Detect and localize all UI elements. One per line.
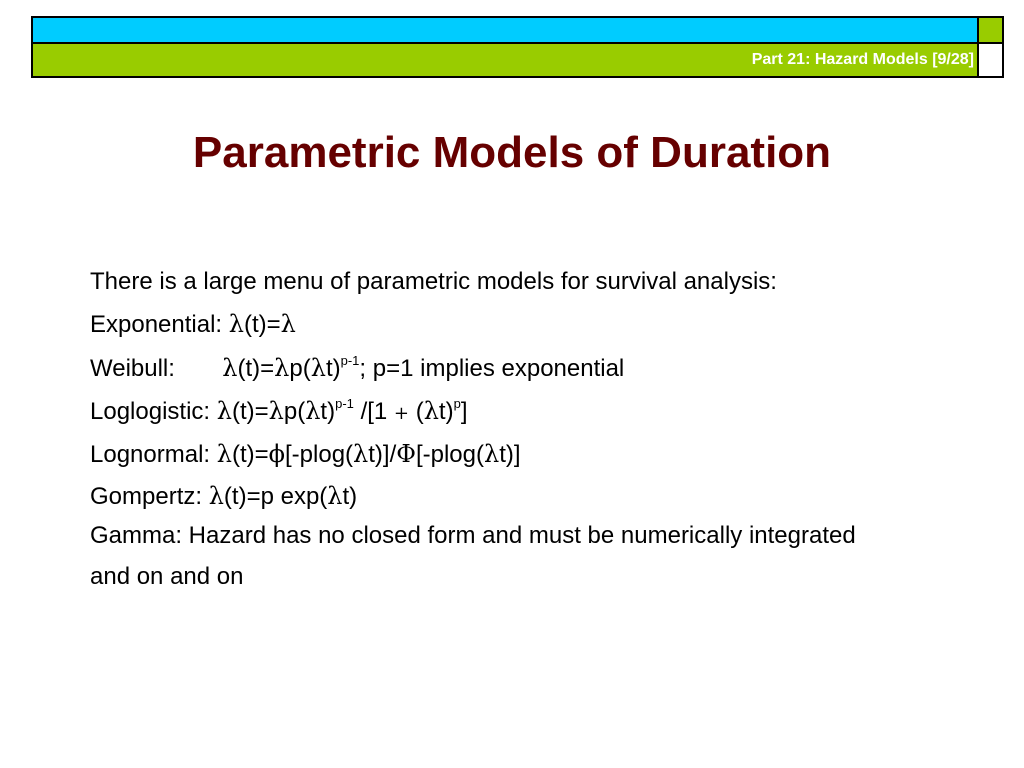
loglogistic-formula-part: t) (320, 398, 336, 425)
exponential-name: Exponential: (90, 311, 223, 338)
loglogistic-formula-part: /[1 (360, 398, 388, 425)
plus-sign: + (393, 403, 410, 424)
gamma-line: Gamma: Hazard has no closed form and must be numerically integrated (90, 522, 856, 549)
gompertz-line (90, 482, 357, 511)
lambda-symbol: λ (274, 354, 290, 382)
loglogistic-exponent: p-1 (335, 396, 354, 411)
header-label: Part 21: Hazard Models [9/28] (751, 51, 974, 68)
lambda-symbol: λ (222, 354, 238, 382)
lognormal-formula-part: [-plog( (415, 441, 484, 468)
loglogistic-name: Loglogistic: (90, 398, 211, 425)
lognormal-formula-part: (t)= (231, 441, 269, 468)
slide-title: Parametric Models of Duration (192, 128, 832, 177)
lognormal-name: Lognormal: (90, 441, 211, 468)
header-corner-square-top (977, 16, 1004, 44)
phi-symbol: ϕ (268, 440, 285, 468)
lambda-symbol: λ (208, 482, 224, 510)
gompertz-formula-part: t) (342, 483, 358, 510)
header-corner-square-bottom (977, 42, 1004, 78)
weibull-formula-part: (t)= (237, 355, 275, 382)
lambda-symbol: λ (228, 310, 244, 338)
gompertz-name: Gompertz: (90, 483, 203, 510)
lambda-symbol: λ (423, 397, 439, 425)
capital-phi-symbol: Φ (396, 440, 416, 468)
lambda-symbol: λ (327, 482, 343, 510)
loglogistic-line (90, 397, 467, 426)
lognormal-formula-part: [-plog( (285, 441, 354, 468)
lambda-symbol: λ (310, 354, 326, 382)
lambda-symbol: λ (483, 440, 500, 468)
and-on-line: and on and on (90, 563, 244, 590)
lambda-symbol: λ (305, 397, 321, 425)
lambda-symbol: λ (216, 397, 232, 425)
intro-line: There is a large menu of parametric models for survival analysis: (90, 268, 777, 295)
exponential-line (90, 310, 296, 339)
loglogistic-formula-part: ] (460, 398, 468, 425)
exponential-formula: (t)= (243, 311, 281, 338)
weibull-name: Weibull: (90, 355, 175, 382)
loglogistic-formula-part: t) (438, 398, 454, 425)
weibull-exponent: p-1 (340, 353, 360, 368)
loglogistic-exponent-2: p (453, 396, 461, 411)
weibull-note: p=1 implies exponential (372, 355, 625, 382)
loglogistic-formula-part: (t)= (231, 398, 269, 425)
header-band-blue (31, 16, 979, 44)
lambda-symbol: λ (268, 397, 284, 425)
lambda-symbol: λ (216, 440, 232, 468)
gompertz-formula-part: (t)=p exp( (223, 483, 328, 510)
weibull-formula-part: t) (325, 355, 341, 382)
lambda-symbol: λ (280, 310, 296, 338)
weibull-separator: ; (359, 355, 367, 382)
loglogistic-formula-part: p( (283, 398, 306, 425)
loglogistic-formula-part: ( (415, 398, 424, 425)
lognormal-formula-part: t)] (499, 441, 521, 468)
lambda-symbol: λ (353, 440, 369, 468)
weibull-line (90, 354, 624, 383)
lognormal-formula-part: t)]/ (368, 441, 397, 468)
lognormal-line (90, 440, 521, 469)
weibull-formula-part: p( (289, 355, 311, 382)
